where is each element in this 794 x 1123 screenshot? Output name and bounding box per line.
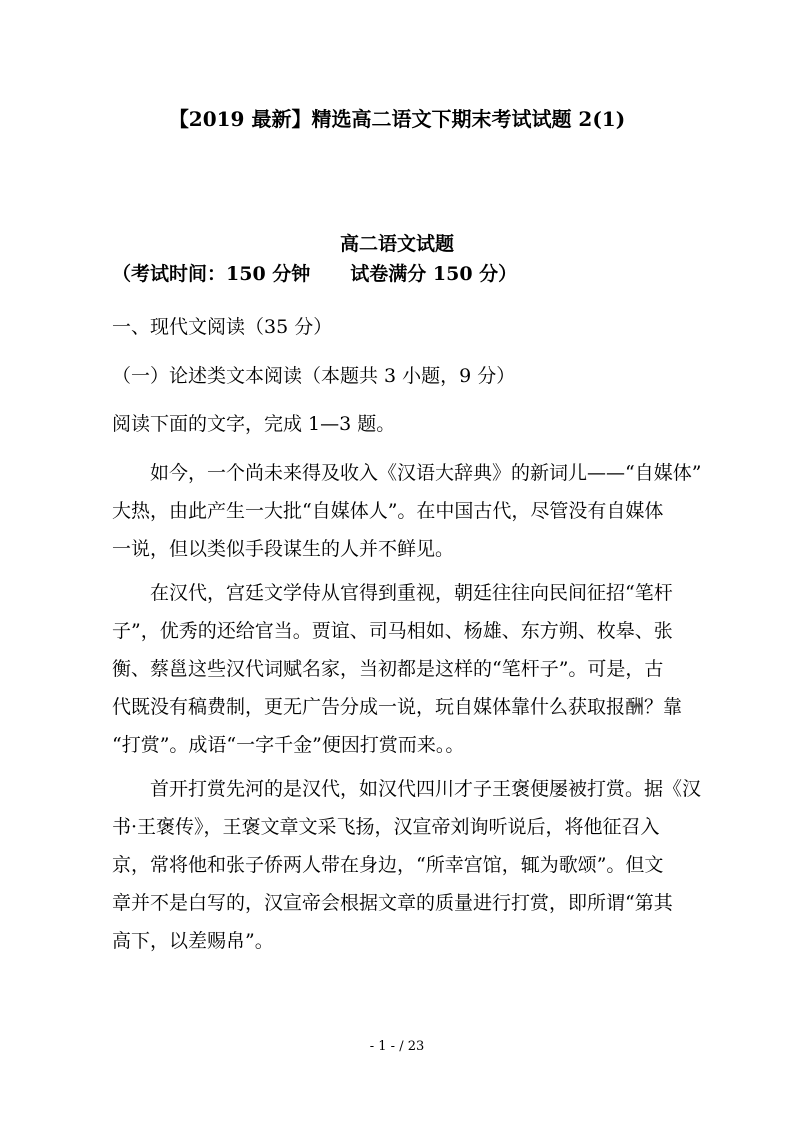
paragraph-line: 子”，优秀的还给官当。贾谊、司马相如、杨雄、东方朔、枚皋、张 [112, 620, 673, 642]
paragraph-line: 一说，但以类似手段谋生的人并不鲜见。 [112, 538, 455, 560]
paragraph [112, 574, 683, 764]
paragraph-line: 书·王褒传》，王褒文章文采飞扬，汉宣帝刘询听说后，将他征召入 [112, 816, 660, 838]
paragraph-line: 在汉代，宫廷文学侍从官得到重视，朝廷往往向民间征招“笔杆 [112, 582, 673, 604]
paragraph [112, 454, 702, 568]
paragraph-line: 章并不是白写的，汉宣帝会根据文章的质量进行打赏，即所谓“第其 [112, 892, 673, 914]
page-number: - 1 - / 23 [369, 1039, 425, 1054]
paragraph-line: 高下，以差赐帛”。 [112, 930, 274, 952]
paragraph-line: “打赏”。成语“一字千金”便因打赏而来。。 [112, 734, 465, 756]
exam-time: （考试时间：150 分钟 [112, 263, 311, 285]
paragraph-line: 大热，由此产生一大批“自媒体人”。在中国古代，尽管没有自媒体 [112, 500, 664, 522]
exam-info [112, 260, 517, 288]
document-title: 【2019 最新】精选高二语文下期末考试试题 2(1) [168, 107, 626, 131]
instruction: 阅读下面的文字，完成 1—3 题。 [112, 413, 396, 435]
paragraph [112, 770, 702, 960]
exam-score: 试卷满分 150 分） [350, 263, 518, 285]
paragraph-line: 代既没有稿费制，更无广告分成一说，玩自媒体靠什么获取报酬？靠 [112, 696, 683, 718]
paragraph-line: 京，常将他和张子侨两人带在身边，“所幸宫馆，辄为歌颂”。但文 [112, 854, 664, 876]
subsection-heading: （一）论述类文本阅读（本题共 3 小题，9 分） [112, 365, 516, 387]
exam-title: 高二语文试题 [339, 233, 454, 255]
section-heading: 一、现代文阅读（35 分） [112, 316, 333, 338]
paragraph-line: 首开打赏先河的是汉代，如汉代四川才子王褒便屡被打赏。据《汉 [112, 778, 702, 800]
paragraph-line: 如今，一个尚未来得及收入《汉语大辞典》的新词儿——“自媒体” [112, 462, 702, 484]
paragraph-line: 衡、蔡邕这些汉代词赋名家，当初都是这样的“笔杆子”。可是，古 [112, 658, 664, 680]
